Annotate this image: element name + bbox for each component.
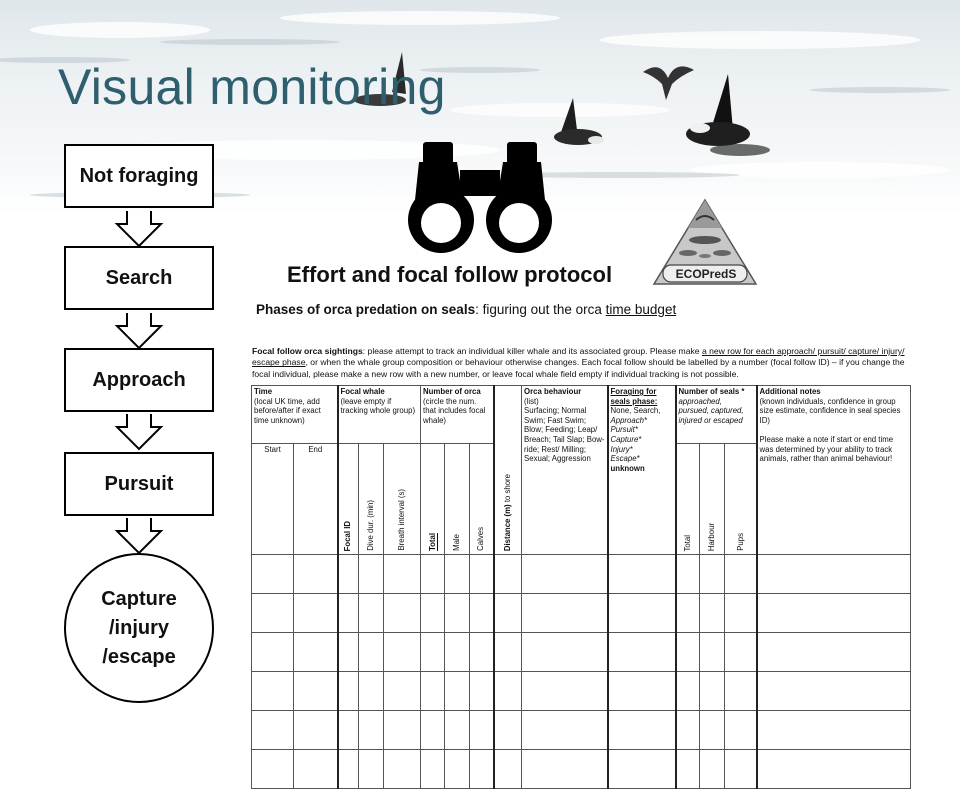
table-cell: [494, 750, 522, 789]
binoculars-icon: [405, 140, 555, 255]
instructions-text-2: , or when the whale group composition or behaviour otherwise changes. Each focal follow should be labelled by a number (focal follow ID) – if you change the focal individual, please make a new row with a new number, or leave focal whale field empty if individual tracking is not possible.: [252, 357, 905, 379]
header-additional-notes: [757, 386, 911, 555]
table-cell: [445, 711, 470, 750]
table-cell: [294, 672, 338, 711]
table-cell: [294, 555, 338, 594]
phases-bold: Phases of orca predation on seals: [256, 302, 476, 317]
table-cell: [757, 555, 911, 594]
header-foraging-phase: [608, 386, 676, 555]
table-cell: [294, 750, 338, 789]
header-foraging-title: Foraging for seals phase:: [610, 387, 658, 406]
phase-injury: Injury*: [610, 444, 633, 454]
table-cell: [421, 672, 445, 711]
table-cell: [522, 711, 608, 750]
seals-harbour-label: Harbour: [707, 522, 717, 551]
phases-subtitle: [256, 302, 676, 317]
table-cell: [700, 711, 725, 750]
header-orca-desc: (circle the num. that includes focal whale): [423, 396, 486, 425]
table-cell: [522, 672, 608, 711]
orca-calves-label: Calves: [476, 527, 486, 551]
dive-label: Dive dur. (min): [366, 500, 376, 551]
subheader-breath-interval: [384, 444, 421, 555]
header-orca-title: Number of orca: [423, 387, 481, 396]
table-cell: [700, 672, 725, 711]
phase-pursuit: Pursuit*: [610, 425, 638, 435]
table-cell: [421, 750, 445, 789]
header-focal-whale: [338, 386, 421, 444]
table-cell: [470, 672, 494, 711]
header-distance: [494, 386, 522, 555]
header-focal-whale-title: Focal whale: [340, 387, 385, 396]
table-cell: [252, 555, 294, 594]
arrow-4: [117, 518, 161, 553]
arrow-2: [117, 313, 161, 348]
table-cell: [700, 750, 725, 789]
terminal-line-3: /escape: [102, 645, 176, 668]
header-seals-desc: approached, pursued, captured, injured or escaped: [678, 396, 744, 425]
subheader-orca-male: [445, 444, 470, 555]
table-cell: [757, 711, 911, 750]
table-cell: [470, 594, 494, 633]
table-row: [252, 711, 911, 750]
arrow-1: [117, 211, 161, 246]
table-row: [252, 750, 911, 789]
table-cell: [494, 594, 522, 633]
header-notes-desc: (known individuals, confidence in group size estimate, confidence in seal species ID): [759, 396, 901, 425]
seals-total-label: Total: [683, 534, 692, 551]
table-cell: [338, 711, 359, 750]
focal-follow-table: [251, 385, 911, 789]
table-cell: [294, 711, 338, 750]
table-cell: [384, 711, 421, 750]
header-behaviour-desc: (list): [524, 396, 539, 406]
table-cell: [725, 555, 757, 594]
table-cell: [252, 672, 294, 711]
table-cell: [445, 672, 470, 711]
table-cell: [676, 594, 700, 633]
table-cell: [757, 633, 911, 672]
table-cell: [725, 594, 757, 633]
header-time-title: Time: [254, 387, 273, 396]
table-cell: [359, 594, 384, 633]
table-cell: [700, 594, 725, 633]
table-cell: [421, 711, 445, 750]
table-cell: [384, 672, 421, 711]
subheader-dive-duration: [359, 444, 384, 555]
subheader-focal-id: [338, 444, 359, 555]
table-cell: [384, 594, 421, 633]
table-cell: [676, 555, 700, 594]
instructions-paragraph: [252, 346, 914, 380]
table-cell: [384, 555, 421, 594]
orca-total-label: Total: [427, 532, 437, 551]
header-focal-whale-desc: (leave empty if tracking whole group): [340, 396, 416, 416]
subheader-orca-total: [421, 444, 445, 555]
flow-step-approach: Approach: [64, 348, 214, 412]
table-cell: [725, 750, 757, 789]
table-cell: [608, 555, 676, 594]
seals-pups-label: Pups: [735, 533, 745, 551]
table-cell: [384, 633, 421, 672]
table-cell: [608, 633, 676, 672]
arrow-3: [117, 414, 161, 449]
table-cell: [252, 750, 294, 789]
table-cell: [522, 555, 608, 594]
table-cell: [494, 555, 522, 594]
flow-step-not-foraging: Not foraging: [64, 144, 214, 208]
table-cell: [470, 555, 494, 594]
table-cell: [445, 750, 470, 789]
table-cell: [470, 750, 494, 789]
table-cell: [338, 633, 359, 672]
table-cell: [421, 594, 445, 633]
table-cell: [608, 672, 676, 711]
table-cell: [445, 555, 470, 594]
table-cell: [252, 633, 294, 672]
phase-escape: Escape*: [610, 454, 640, 464]
table-cell: [608, 711, 676, 750]
table-cell: [445, 594, 470, 633]
table-cell: [294, 594, 338, 633]
subheader-start: Start: [252, 444, 294, 555]
table-cell: [421, 633, 445, 672]
table-row: [252, 633, 911, 672]
header-time-desc: (local UK time, add before/after if exact time unknown): [254, 396, 321, 425]
table-cell: [676, 711, 700, 750]
protocol-title: Effort and focal follow protocol: [287, 262, 613, 287]
table-cell: [522, 750, 608, 789]
table-cell: [294, 633, 338, 672]
table-cell: [470, 633, 494, 672]
phase-capture: Capture*: [610, 434, 642, 444]
instructions-lead: Focal follow orca sightings: [252, 346, 363, 356]
table-cell: [757, 594, 911, 633]
table-cell: [338, 555, 359, 594]
breath-label: Breath interval (s): [397, 489, 407, 551]
flow-step-pursuit: Pursuit: [64, 452, 214, 516]
table-cell: [757, 750, 911, 789]
table-row: [252, 594, 911, 633]
table-cell: [359, 711, 384, 750]
table-cell: [359, 633, 384, 672]
table-cell: [470, 711, 494, 750]
header-orca-behaviour: [522, 386, 608, 555]
table-cell: [338, 672, 359, 711]
slide-title: Visual monitoring: [58, 59, 446, 115]
header-time: [252, 386, 338, 444]
terminal-line-2: /injury: [108, 616, 169, 639]
table-cell: [494, 672, 522, 711]
header-number-of-seals: [676, 386, 757, 444]
table-cell: [252, 711, 294, 750]
table-cell: [522, 594, 608, 633]
table-cell: [421, 555, 445, 594]
header-foraging-plain: None, Search,: [610, 406, 661, 416]
orca-male-label: Male: [452, 534, 462, 551]
table-cell: [384, 750, 421, 789]
table-cell: [608, 594, 676, 633]
table-cell: [494, 711, 522, 750]
table-cell: [676, 672, 700, 711]
table-cell: [338, 750, 359, 789]
header-number-of-orca: [421, 386, 494, 444]
table-cell: [676, 633, 700, 672]
flow-step-search: Search: [64, 246, 214, 310]
phases-text: : figuring out the orca: [475, 302, 606, 317]
header-distance-rest: to shore: [503, 473, 512, 505]
table-row: [252, 672, 911, 711]
header-behaviour-list: Surfacing; Normal Swim; Fast Swim; Blow; Feeding; Leap/ Breach; Tail Slap; Bow-ride; Rest/ Milling; Sexual; Aggression: [524, 406, 605, 464]
header-seals-title: Number of seals *: [678, 387, 745, 396]
phase-unknown: unknown: [610, 463, 645, 473]
instructions-underlined: a new row for each approach/ pursuit/ capture/ injury/ escape phase: [252, 346, 905, 368]
header-notes-title: Additional notes: [759, 387, 821, 396]
subheader-seals-total: [676, 444, 700, 555]
table-cell: [445, 633, 470, 672]
terminal-line-1: Capture: [101, 587, 177, 610]
header-behaviour-title: Orca behaviour: [524, 387, 582, 396]
table-cell: [494, 633, 522, 672]
table-cell: [676, 750, 700, 789]
table-cell: [359, 672, 384, 711]
table-cell: [359, 750, 384, 789]
subheader-end: End: [294, 444, 338, 555]
header-distance-bold: Distance (m): [503, 504, 512, 551]
phase-approach: Approach*: [610, 415, 647, 425]
phases-underlined: time budget: [605, 302, 677, 317]
table-cell: [700, 555, 725, 594]
table-cell: [252, 594, 294, 633]
table-cell: [522, 633, 608, 672]
subheader-seals-harbour: [700, 444, 725, 555]
table-cell: [725, 672, 757, 711]
subheader-orca-calves: [470, 444, 494, 555]
table-cell: [757, 672, 911, 711]
table-cell: [608, 750, 676, 789]
table-cell: [700, 633, 725, 672]
table-cell: [338, 594, 359, 633]
table-row: [252, 555, 911, 594]
table-cell: [725, 711, 757, 750]
instructions-text-1: : please attempt to track an individual killer whale and its associated group. Please make: [362, 346, 702, 356]
subheader-seals-pups: [725, 444, 757, 555]
flow-step-capture-injury-escape: [64, 553, 214, 703]
logo-label: ECOPredS: [675, 267, 737, 281]
table-cell: [359, 555, 384, 594]
table-cell: [725, 633, 757, 672]
focal-id-label: Focal ID: [343, 520, 353, 551]
header-notes-desc2: Please make a note if start or end time was determined by your ability to track animals, rather than animal behaviour!: [759, 434, 894, 464]
